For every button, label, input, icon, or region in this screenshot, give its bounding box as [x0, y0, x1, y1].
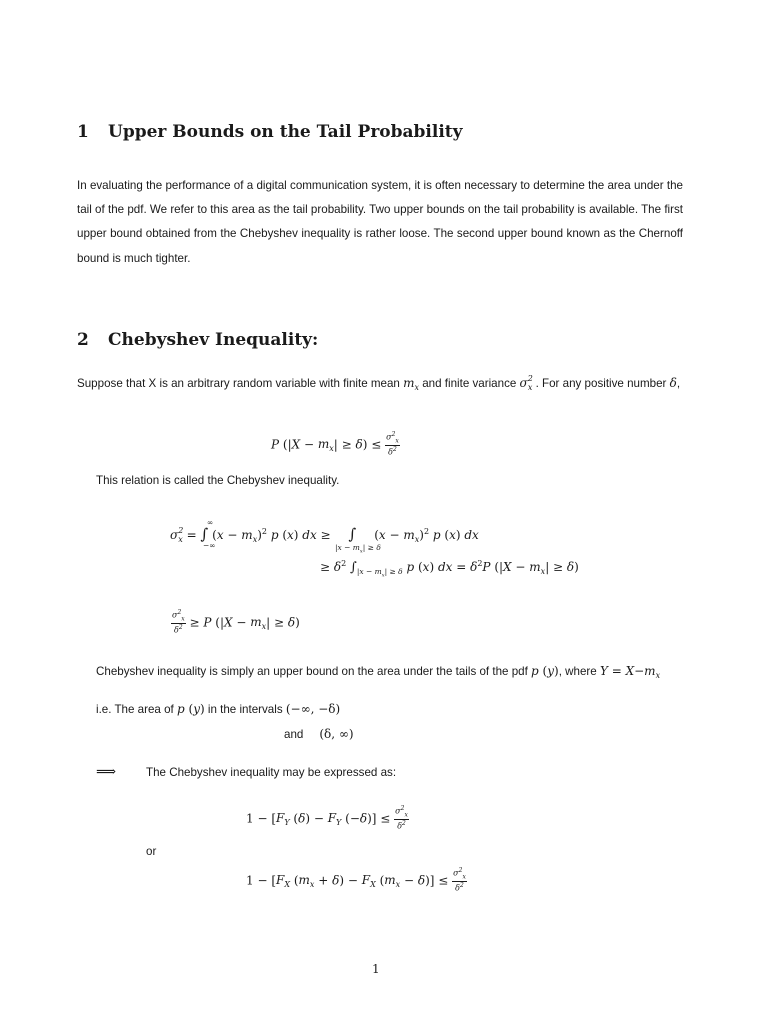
expressed-text: The Chebyshev inequality may be expressed as:	[146, 766, 397, 779]
area-text: i.e. The area of p (y) in the intervals (−∞, −δ)	[96, 702, 341, 716]
ratio-bound-equation: $\frac{\sigma^2_x}{\delta^2}$ ≥ P $(|X - m_x| \ge \delta)$	[172, 609, 300, 635]
chebyshev-inequality-equation: P $(|X - m_x| \ge \delta)$ ≤ $\frac{\sigma^2_x}{\delta^2}$	[271, 431, 399, 457]
implies-icon: ⟹	[96, 764, 117, 780]
chebyshev-intro-paragraph: Suppose that X is an arbitrary random variable with finite mean $m_x$ and finite variance $\sigma^2_x$ . For any positive number δ,	[77, 374, 681, 392]
section-2-heading	[77, 330, 318, 350]
section-number: 2	[77, 330, 89, 350]
section-title: Upper Bounds on the Tail Probability	[108, 122, 463, 142]
variance-symbol: $\sigma^2_x$	[519, 374, 533, 392]
section-number: 1	[77, 122, 89, 142]
section-title: Chebyshev Inequality:	[108, 330, 319, 350]
area-text-and: and (δ, ∞)	[284, 727, 354, 741]
section-1-heading	[77, 122, 463, 142]
or-word: or	[146, 845, 157, 858]
relation-note: This relation is called the Chebyshev inequality.	[96, 474, 340, 487]
variance-integral-equation: $\sigma^2_x$ = ∫ $(x - m_x)^2$ p (x) dx ≥ ∫ $(x - m_x)^2$ p (x) dx	[170, 525, 479, 544]
page-number: 1	[372, 962, 380, 976]
cdf-x-form-equation: $1 - [F_X$ $(m_x + \delta) - F_X$ $(m_x - \delta)$] ≤ $\frac{\sigma^2_x}{\delta^2}$	[246, 867, 466, 893]
variance-integral-equation-line2: ≥ $\delta^2$ $\int|x - m_x| \ge \delta$ p (x) dx = $\delta^2P$ $(|X - m_x| \ge \delta)$	[320, 559, 579, 579]
tails-text: Chebyshev inequality is simply an upper bound on the area under the tails of the pdf p (y), where $Y = X-m_x$	[96, 664, 661, 680]
cdf-form-equation: $1 - [F_Y$ $(\delta) - F_Y$ (−δ)] ≤ $\frac{\sigma^2_x}{\delta^2}$	[246, 805, 408, 831]
intro-paragraph: In evaluating the performance of a digital communication system, it is often necessary to determine the area under the tail of the pdf. We refer to this area as the tail probability. Two upper bounds on the tail probability is available. The first upper bound obtained from the Chebyshev inequality is rather loose. The second upper bound known as the Chernoff bound is much tighter.	[77, 179, 683, 265]
mean-symbol: $m_x$	[403, 376, 419, 392]
